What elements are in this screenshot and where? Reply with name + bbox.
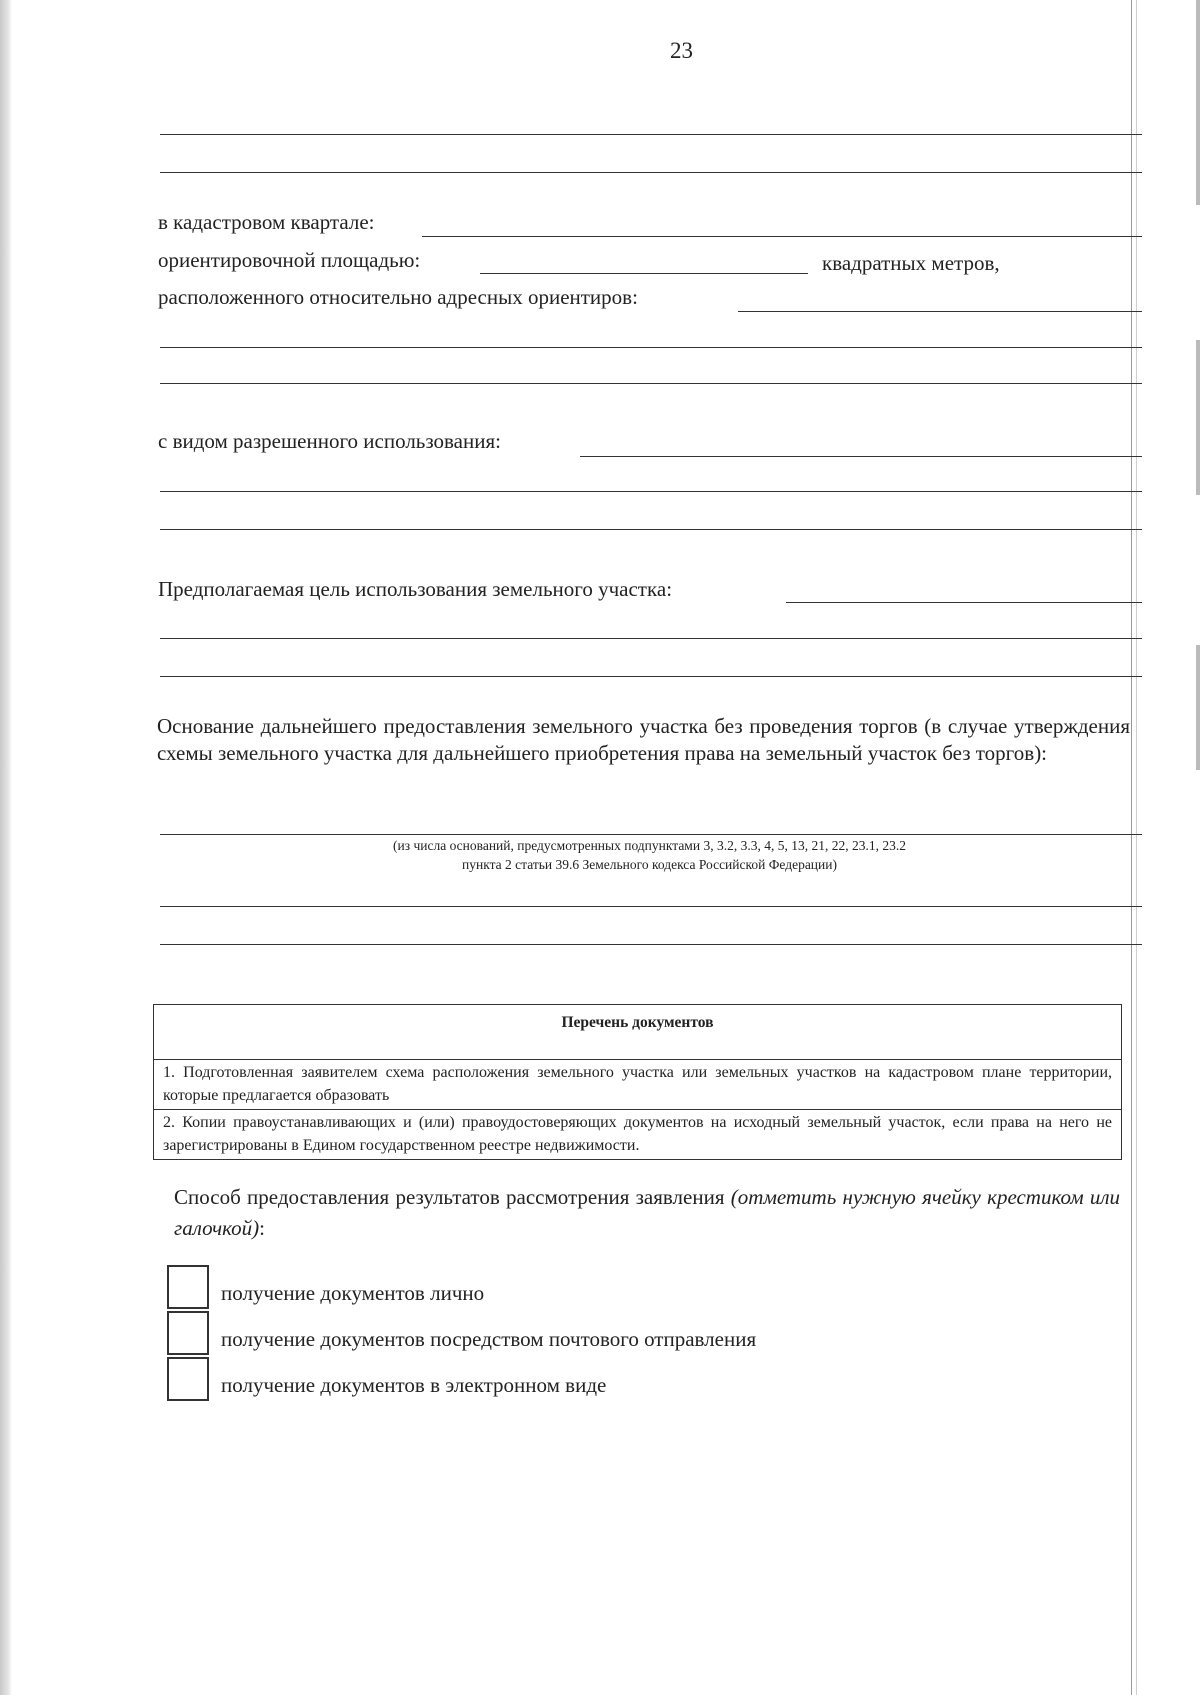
- checkbox-in-person[interactable]: [167, 1265, 209, 1309]
- blank-line[interactable]: [160, 676, 1142, 677]
- table-row: [154, 1060, 1122, 1110]
- delivery-method-colon: :: [259, 1216, 265, 1240]
- blank-line[interactable]: [160, 383, 1142, 384]
- area-field[interactable]: [480, 273, 808, 274]
- blank-line[interactable]: [160, 134, 1142, 135]
- purpose-label: Предполагаемая цель использования земельного участка:: [158, 577, 673, 601]
- checkbox-by-mail[interactable]: [167, 1311, 209, 1355]
- option-by-mail: получение документов посредством почтового отправления: [221, 1327, 757, 1351]
- area-label: ориентировочной площадью:: [158, 248, 421, 272]
- area-unit: квадратных метров,: [822, 251, 1000, 275]
- permitted-use-field[interactable]: [580, 456, 1142, 457]
- basis-field[interactable]: [160, 834, 1142, 835]
- table-cell: 2. Копии правоустанавливающих и (или) правоудостоверяющих документов на исходный земельный участок, если права на него не зарегистрированы в Едином государственном реестре недвижимости.: [154, 1110, 1122, 1160]
- permitted-use-label: с видом разрешенного использования:: [158, 429, 501, 453]
- blank-line[interactable]: [160, 172, 1142, 173]
- scan-left-edge: [0, 0, 12, 1695]
- scan-edge-mark: [1196, 0, 1200, 205]
- basis-text: Основание дальнейшего предоставления земельного участка без проведения торгов (в случае утверждения схемы земельного участка для дальнейшего приобретения права на земельный участок без торгов):: [157, 714, 1130, 765]
- blank-line[interactable]: [160, 638, 1142, 639]
- option-in-person: получение документов лично: [221, 1281, 485, 1305]
- address-label: расположенного относительно адресных ориентиров:: [158, 285, 638, 309]
- blank-line[interactable]: [160, 491, 1142, 492]
- table-cell: 1. Подготовленная заявителем схема расположения земельного участка или земельных участков на кадастровом плане территории, которые предлагается образовать: [154, 1060, 1122, 1110]
- delivery-method-hint: (отметить нужную ячейку крестиком или галочкой): [174, 1185, 1121, 1240]
- cadastral-quarter-field[interactable]: [422, 236, 1142, 237]
- checkbox-electronic[interactable]: [167, 1357, 209, 1401]
- option-electronic: получение документов в электронном виде: [221, 1373, 607, 1397]
- blank-line[interactable]: [160, 529, 1142, 530]
- page-number: 23: [670, 38, 693, 63]
- blank-line[interactable]: [160, 347, 1142, 348]
- delivery-method-text: [174, 1182, 1120, 1244]
- scan-edge-mark: [1196, 645, 1200, 770]
- basis-caption-line2: пункта 2 статьи 39.6 Земельного кодекса Российской Федерации): [462, 857, 837, 872]
- table-header-row: [154, 1005, 1122, 1060]
- address-field[interactable]: [738, 311, 1142, 312]
- scan-edge-mark: [1196, 340, 1200, 495]
- blank-line[interactable]: [160, 906, 1142, 907]
- purpose-field[interactable]: [786, 602, 1142, 603]
- basis-caption-line1: (из числа оснований, предусмотренных подпунктами 3, 3.2, 3.3, 4, 5, 13, 21, 22, 23.1, 23.2: [393, 838, 906, 853]
- delivery-method-label: Способ предоставления результатов рассмотрения заявления: [174, 1185, 725, 1209]
- table-header: Перечень документов: [154, 1005, 1122, 1060]
- table-row: [154, 1110, 1122, 1160]
- documents-table: [153, 1004, 1122, 1160]
- blank-line[interactable]: [160, 944, 1142, 945]
- cadastral-quarter-label: в кадастровом квартале:: [158, 210, 375, 234]
